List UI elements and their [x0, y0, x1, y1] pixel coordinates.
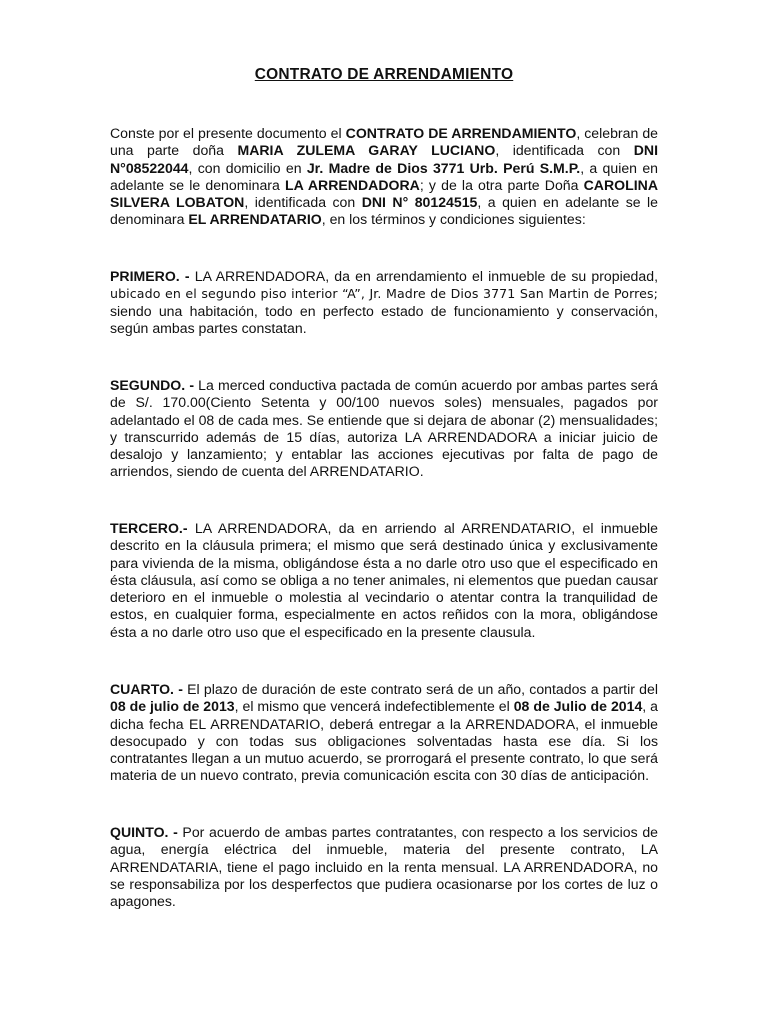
- intro-text-9: , en los términos y condiciones siguientes:: [321, 211, 586, 228]
- clause-primero-text-3: siendo una habitación, todo en perfecto estado de funcionamiento y conservación, según ambas partes constatan.: [110, 302, 658, 336]
- clause-tercero: [110, 520, 658, 641]
- clause-primero-label: PRIMERO. -: [110, 268, 190, 284]
- clause-quinto-label: QUINTO. -: [110, 824, 178, 840]
- clause-segundo-label: SEGUNDO. -: [110, 377, 195, 393]
- intro-text-5: , a quien en adelante se le denominara: [110, 159, 658, 193]
- document-title: CONTRATO DE ARRENDAMIENTO: [254, 66, 514, 83]
- tenant-dni: DNI N° 80124515: [361, 194, 478, 211]
- landlord-address: Jr. Madre de Dios 3771 Urb. Perú S.M.P.: [306, 159, 581, 176]
- clause-cuarto-text-3: , a dicha fecha EL ARRENDATARIO, deberá entregar a la ARRENDADORA, el inmueble desocupado y con todas sus obligaciones solventadas hasta ese día. Si los contratantes llegan a un mutuo acuerdo, se prorrogará el presente contrato, lo que será materia de un nuevo contrato, previa comunicación escita con 30 días de anticipación.: [110, 698, 658, 784]
- landlord-name: MARIA ZULEMA GARAY LUCIANO: [237, 142, 496, 159]
- intro-text-8: , a quien en adelante se le denominara: [110, 194, 659, 228]
- clause-segundo: [110, 377, 658, 481]
- intro-contract-name: CONTRATO DE ARRENDAMIENTO: [345, 125, 577, 141]
- tenant-role: EL ARRENDATARIO: [188, 211, 322, 228]
- clause-primero-location: ubicado en el segundo piso interior “A”, Jr. Madre de Dios 3771 San Martin de Porres;: [110, 286, 658, 302]
- intro-paragraph: [110, 125, 658, 229]
- landlord-role: LA ARRENDADORA: [284, 176, 420, 193]
- landlord-dni: DNI N°08522044: [110, 142, 658, 176]
- clause-tercero-text: LA ARRENDADORA, da en arriendo al ARRENDATARIO, el inmueble descrito en la cláusula primera; el mismo que será destinado única y exclusivamente para vivienda de la misma, obligándose ésta a no darle otro uso que el especificado en ésta cláusula, así como se obliga a no tener animales, ni elementos que puedan causar deterioro en el inmueble o molestia al vecindario o atentar contra la tranquilidad de estos, en cualquier forma, especialmente en actos reñidos con la mora, obligándose ésta a no darle otro uso que el especificado en la presente clausula.: [110, 520, 658, 640]
- clause-segundo-text: La merced conductiva pactada de común acuerdo por ambas partes será de S/. 170.00(Ciento Setenta y 00/100 nuevos soles) mensuales, pagados por adelantado el 08 de cada mes. Se entiende que si dejara de abonar (2) mensualidades; y transcurrido además de 15 días, autoriza LA ARRENDADORA a iniciar juicio de desalojo y lanzamiento; y entablar las acciones ejecutivas por falta de pago de arriendos, siendo de cuenta del ARRENDATARIO.: [110, 377, 658, 480]
- intro-text-4: , con domicilio en: [188, 159, 307, 176]
- clause-cuarto-label: CUARTO. -: [110, 681, 183, 697]
- intro-text-6: ; y de la otra parte Doña: [419, 176, 584, 193]
- clause-cuarto-text-1: El plazo de duración de este contrato será de un año, contados a partir del: [182, 681, 658, 697]
- intro-text-7: , identificada con: [244, 194, 362, 211]
- contract-start-date: 08 de julio de 2013: [110, 698, 235, 715]
- intro-text-3: , identificada con: [495, 142, 634, 159]
- contract-end-date: 08 de Julio de 2014: [513, 698, 643, 715]
- clause-quinto: [110, 824, 658, 910]
- clause-cuarto: [110, 681, 658, 785]
- clause-cuarto-text-2: , el mismo que vencerá indefectiblemente el: [234, 698, 514, 715]
- intro-text-2: , celebran de una parte doña: [110, 125, 658, 159]
- clause-primero-text-1: LA ARRENDADORA, da en arrendamiento el inmueble de su propiedad,: [189, 268, 658, 284]
- clause-tercero-label: TERCERO.-: [110, 520, 188, 536]
- clause-quinto-text: Por acuerdo de ambas partes contratantes, con respecto a los servicios de agua, energía eléctrica del inmueble, materia del presente contrato, LA ARRENDATARIA, tiene el pago incluido en la renta mensual. LA ARRENDADORA, no se responsabiliza por los desperfectos que pudiera ocasionarse por los cortes de luz o apagones.: [110, 824, 658, 910]
- clause-primero: [110, 268, 658, 337]
- tenant-name: CAROLINA SILVERA LOBATON: [110, 176, 659, 211]
- intro-text-1: Conste por el presente documento el: [110, 125, 346, 141]
